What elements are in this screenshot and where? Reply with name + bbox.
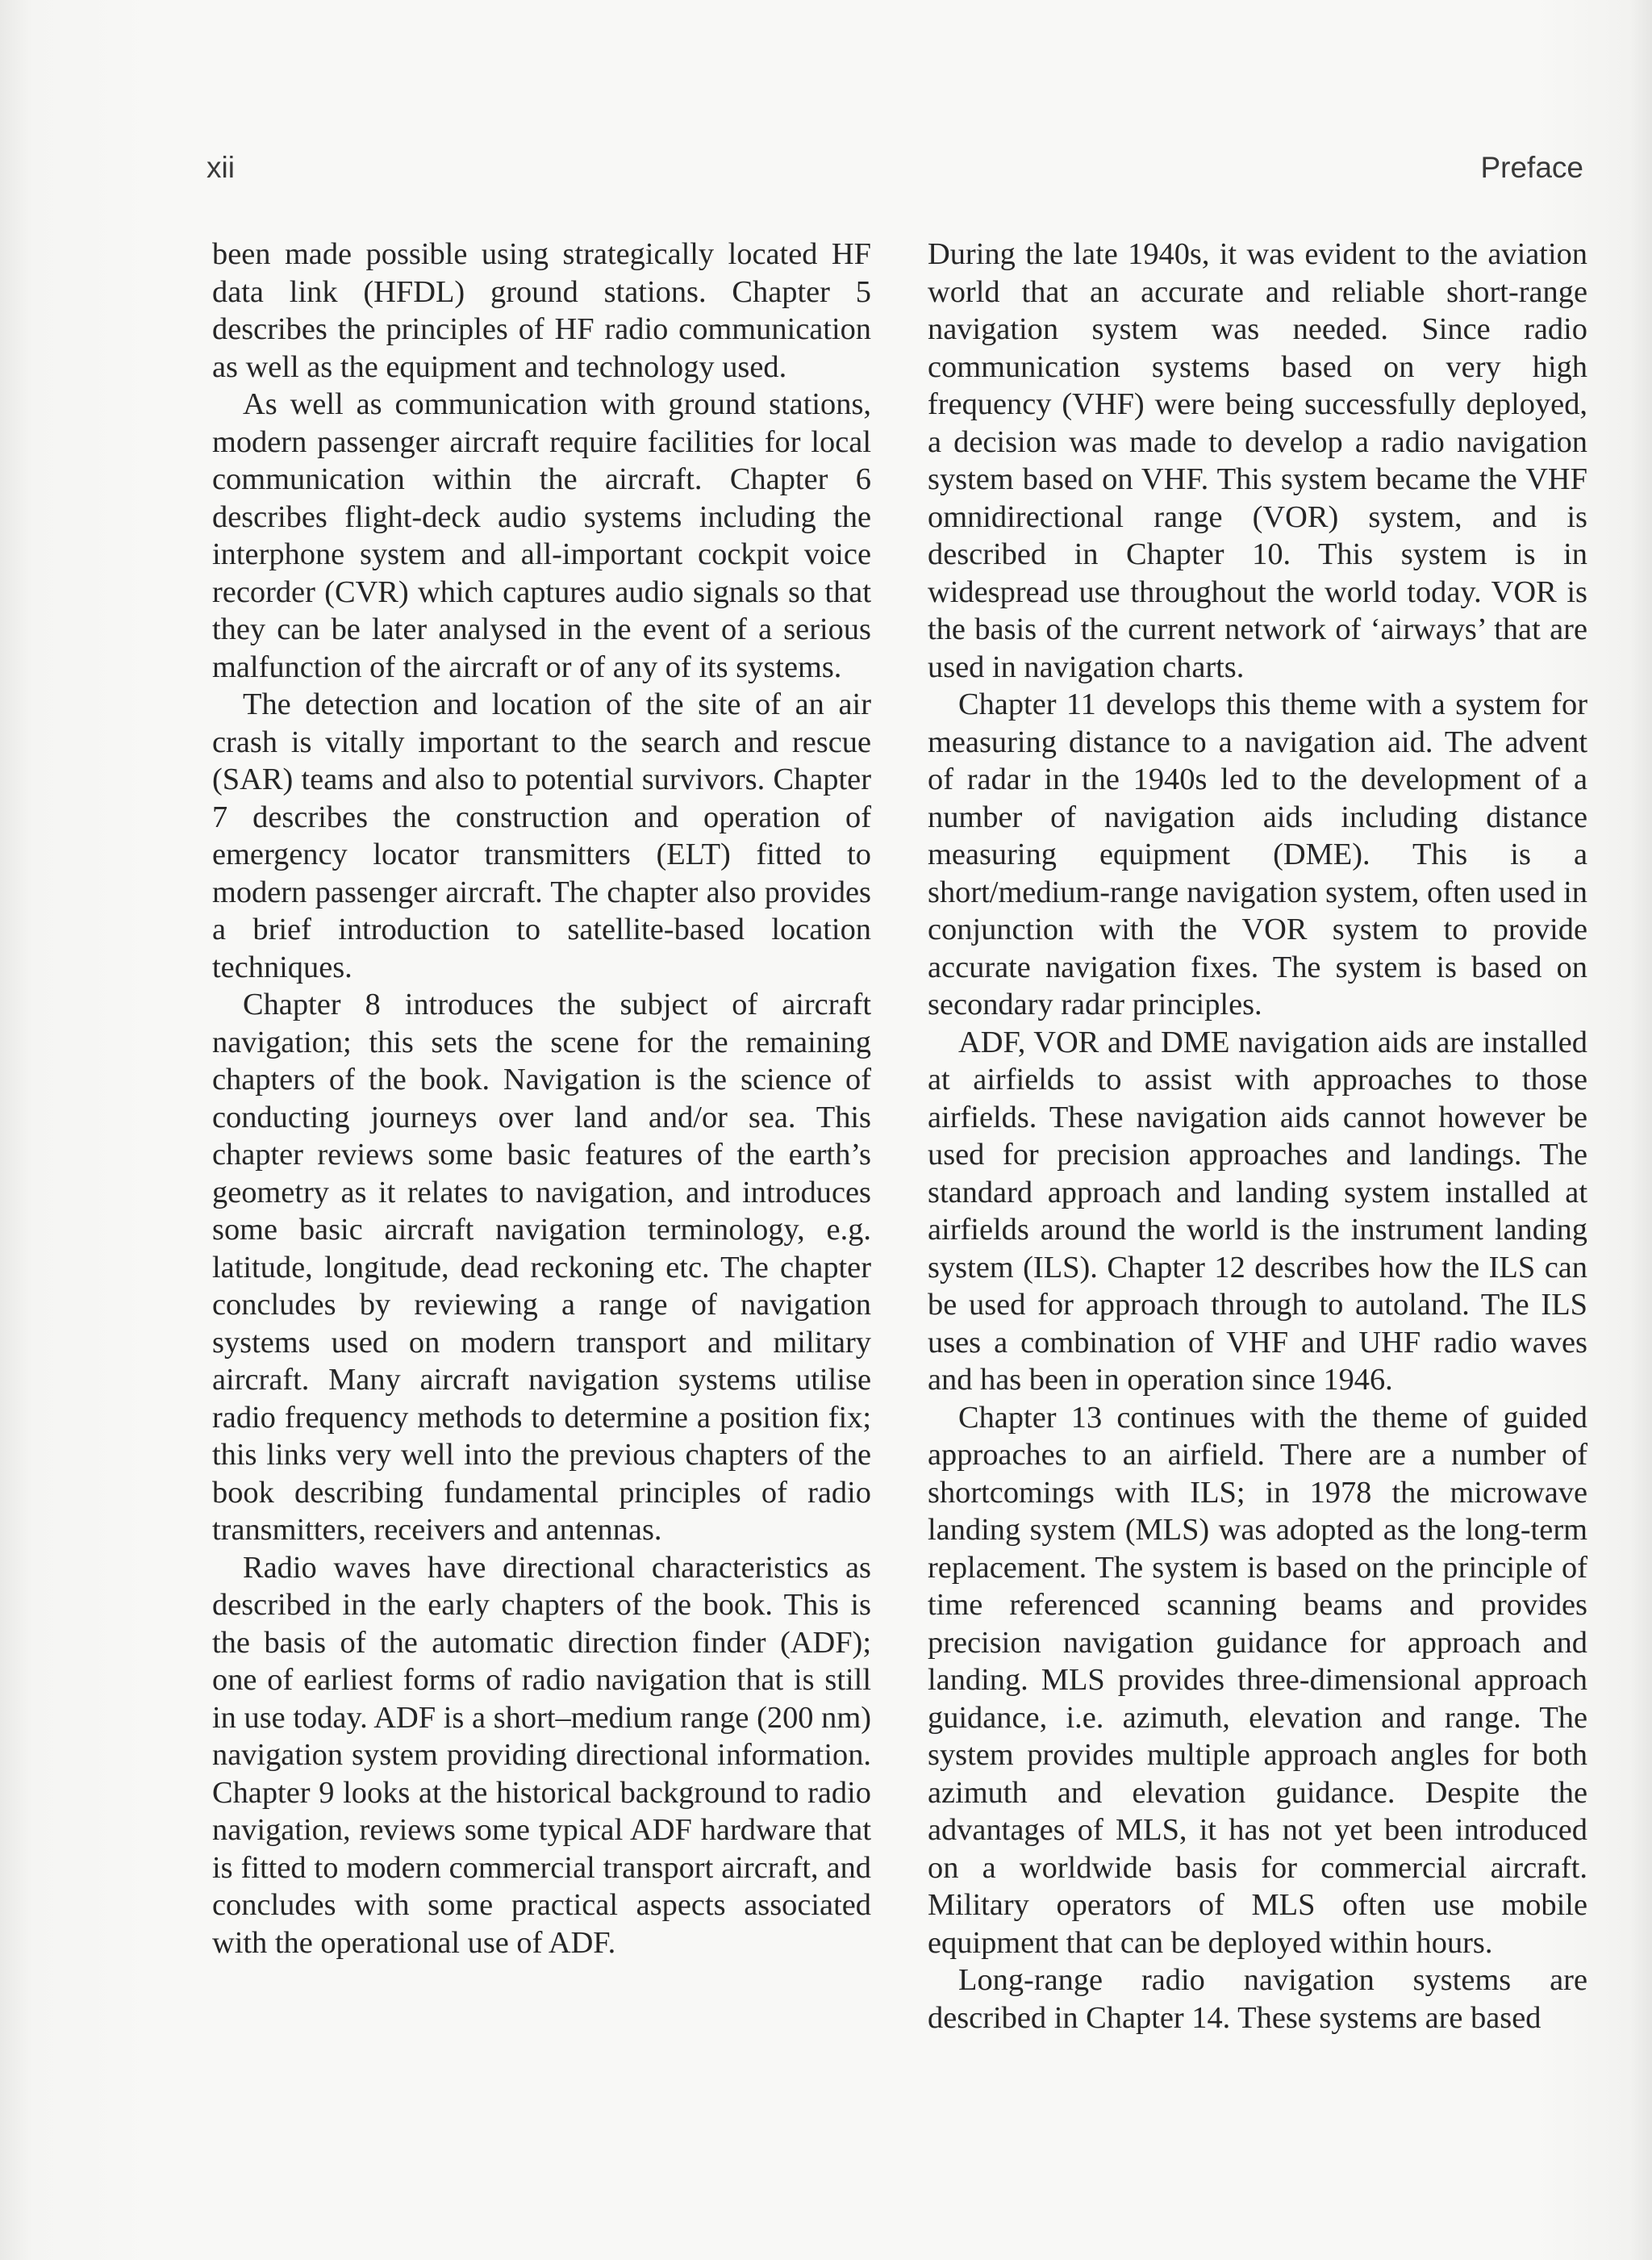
paragraph: Chapter 13 continues with the theme of guided approaches to an airfield. There are a number of shortcomings with ILS; in 1978 the microwave landing system (MLS) was adopted as the long-term replacement. The system is based on the principle of time referenced scanning beams and provides precision navigation guidance for approach and landing. MLS provides three-dimensional approach guidance, i.e. azimuth, elevation and range. The system provides multiple approach angles for both azimuth and elevation guidance. Despite the advantages of MLS, it has not yet been introduced on a worldwide basis for commercial aircraft. Military operators of MLS often use mobile equipment that can be deployed within hours.: [928, 1400, 1587, 1960]
paragraph: During the late 1940s, it was evident to the aviation world that an accurate and reliable short-range navigation system was needed. Since radio communication systems based on very high frequency (VHF) were being successfully deployed, a decision was made to develop a radio navigation system based on VHF. This system became the VHF omnidirectional range (VOR) system, and is described in Chapter 10. This system is in widespread use throughout the world today. VOR is the basis of the current network of ‘airways’ that are used in navigation charts.: [928, 237, 1587, 684]
paragraph: Chapter 8 introduces the subject of aircraft navigation; this sets the scene for the remaining chapters of the book. Navigation is the science of conducting journeys over land and/or sea. This chapter reviews some basic features of the earth’s geometry as it relates to navigation, and introduces some basic aircraft navigation terminology, e.g. latitude, longitude, dead reckoning etc. The chapter concludes by reviewing a range of navigation systems used on modern transport and military aircraft. Many aircraft navigation systems utilise radio frequency methods to determine a position fix; this links very well into the previous chapters of the book describing fundamental principles of radio transmitters, receivers and antennas.: [212, 988, 871, 1547]
paragraph: Long-range radio navigation systems are described in Chapter 14. These systems are based: [928, 1963, 1587, 2035]
paragraph: The detection and location of the site of an air crash is vitally important to the search and rescue (SAR) teams and also to potential survivors. Chapter 7 describes the construction and operation of emergency locator transmitters (ELT) fitted to modern passenger aircraft. The chapter also provides a brief introduction to satellite-based location techniques.: [212, 687, 871, 984]
paragraph: Chapter 11 develops this theme with a system for measuring distance to a navigation aid. The advent of radar in the 1940s led to the development of a number of navigation aids including distance measuring equipment (DME). This is a short/medium-range navigation system, often used in conjunction with the VOR system to provide accurate navigation fixes. The system is based on secondary radar principles.: [928, 687, 1587, 1021]
paragraph: Radio waves have directional characteristics as described in the early chapters of the book. This is the basis of the automatic direction finder (ADF); one of earliest forms of radio navigation that is still in use today. ADF is a short–medium range (200 nm) navigation system providing directional information. Chapter 9 looks at the historical background to radio navigation, reviews some typical ADF hardware that is fitted to modern commercial transport aircraft, and concludes with some practical aspects associated with the operational use of ADF.: [212, 1550, 871, 1960]
running-title: Preface: [1480, 151, 1583, 184]
right-column: [928, 236, 1587, 2037]
paragraph: ADF, VOR and DME navigation aids are installed at airfields to assist with approaches to those airfields. These navigation aids cannot however be used for precision approaches and landings. The standard approach and landing system installed at airfields around the world is the instrument landing system (ILS). Chapter 12 describes how the ILS can be used for approach through to autoland. The ILS uses a combination of VHF and UHF radio waves and has been in operation since 1946.: [928, 1025, 1587, 1397]
paragraph: been made possible using strategically located HF data link (HFDL) ground stations. Chapter 5 describes the principles of HF radio communication as well as the equipment and technology used.: [212, 237, 871, 384]
paragraph: As well as communication with ground stations, modern passenger aircraft require facilities for local communication within the aircraft. Chapter 6 describes flight-deck audio systems including the interphone system and all-important cockpit voice recorder (CVR) which captures audio signals so that they can be later analysed in the event of a serious malfunction of the aircraft or of any of its systems.: [212, 387, 871, 684]
left-column: [212, 236, 871, 1961]
page-number: xii: [206, 151, 235, 184]
